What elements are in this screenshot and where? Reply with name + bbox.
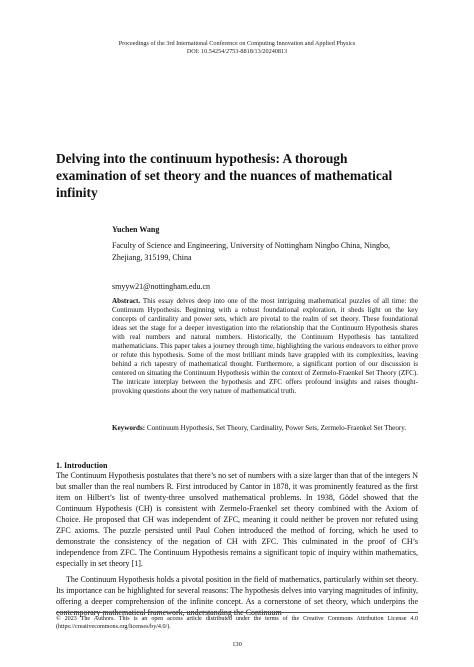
keywords-label: Keywords: bbox=[112, 424, 146, 432]
abstract bbox=[112, 297, 418, 395]
running-header bbox=[0, 40, 474, 55]
keywords-text: Continuum Hypothesis, Set Theory, Cardinality, Power Sets, Zermelo-Fraenkel Set Theory. bbox=[146, 424, 407, 432]
conference-name: Proceedings of the 3rd International Conference on Computing Innovation and Applied Physics bbox=[118, 40, 356, 47]
author-email[interactable]: smyyw21@nottingham.edu.cn bbox=[112, 282, 211, 291]
footer-divider bbox=[56, 612, 418, 613]
abstract-label: Abstract. bbox=[112, 297, 141, 305]
abstract-text: This essay delves deep into one of the most intriguing mathematical puzzles of all time: the Continuum Hypothesis. Beginning with a robust foundational exploration, it sheds light on the key concepts of cardinality and power sets, which are pivotal to the realm of set theory. These foundational ideas set the stage for a deeper investigation into the relationship that the Continuum Hypothesis shares with real numbers and natural numbers. Historically, the Continuum Hypothesis has tantalized mathematicians. This paper takes a journey through time, highlighting the various endeavors to either prove or refute this hypothesis. Some of the most brilliant minds have grappled with its complexities, leaving behind a rich tapestry of mathematical thought. Furthermore, a significant portion of our discussion is centered on situating the Continuum Hypothesis within the context of Zermelo-Fraenkel Set Theory (ZFC). The intricate interplay between the hypothesis and ZFC offers profound insights and raises thought-provoking questions about the very nature of mathematical truth. bbox=[112, 297, 419, 395]
page-number: 130 bbox=[232, 641, 242, 648]
paper-title: Delving into the continuum hypothesis: A thorough examination of set theory and the nuances of mathematical infinity bbox=[56, 151, 393, 200]
keywords bbox=[112, 424, 418, 433]
section-heading-introduction: 1. Introduction bbox=[56, 461, 108, 470]
intro-paragraph-2: The Continuum Hypothesis holds a pivotal position in the field of mathematics, particularly within set theory. Its importance can be highlighted for several reasons: The hypothesis delves into varying magnitudes of infinity, offering a deeper comprehension of the infinite concept. As a cornerstone of set theory, which underpins the contemporary mathematical framework, understanding the Continuum bbox=[56, 575, 418, 617]
doi: DOI: 10.54254/2753-8818/13/20240813 bbox=[186, 47, 288, 55]
license-notice: © 2023 The Authors. This is an open access article distributed under the terms of the Creative Commons Attribution License 4.0 (https://creativecommons.org/licenses/by/4.0/). bbox=[56, 616, 418, 630]
author-affiliation: Faculty of Science and Engineering, University of Nottingham Ningbo China, Ningbo, Zhejiang, 315199, China bbox=[112, 241, 390, 262]
intro-paragraph-1: The Continuum Hypothesis postulates that there’s no set of numbers with a size larger than that of the integers N but smaller than the real numbers R. First introduced by Cantor in 1878, it was prominently featured as the first item on Hilbert’s list of twenty-three unsolved mathematical problems. In 1938, Gödel showed that the Continuum Hypothesis (CH) is consistent with Zermelo-Fraenkel set theory combined with the Axiom of Choice. He proposed that CH was independent of ZFC, meaning it could neither be proven nor refuted using ZFC axioms. The puzzle persisted until Paul Cohen introduced the method of forcing, which he used to demonstrate the consistency of the negation of CH with ZFC. This culminated in the proof of CH’s independence from ZFC. The Continuum Hypothesis remains a significant topic of inquiry within mathematics, especially in set theory [1]. bbox=[56, 471, 418, 568]
author-name: Yuchen Wang bbox=[112, 225, 160, 234]
